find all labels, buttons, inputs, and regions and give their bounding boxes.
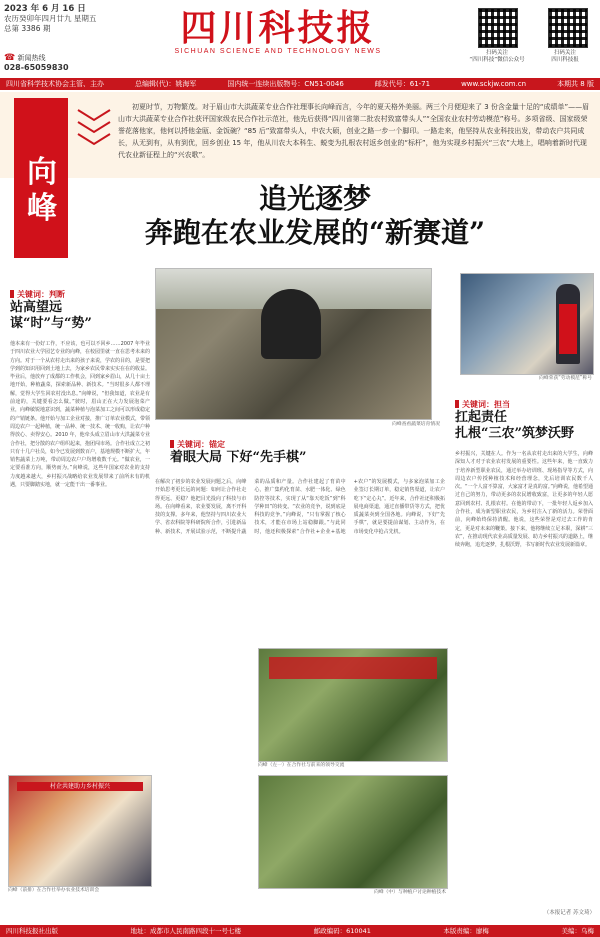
postal-code: 邮发代号：61-71 <box>374 80 431 88</box>
sponsor: 四川省科学技术协会主管、主办 <box>6 80 104 88</box>
hotline-label: 新闻热线 <box>17 54 46 62</box>
cn-number: 国内统一连续出版物号：CN51-0046 <box>227 80 344 88</box>
intro-paragraph: 初夏时节，万物繁茂。对于眉山市大洪蔬菜专业合作社理事长向峰而言，今年的夏天格外美丽。两三个月便迎来了 3 份含金量十足的“成绩单”——眉山市大洪蔬菜专业合作社获评国家级农民合作社示范社，他先后获得“四川省第二批农村致富带头人”“全国农业农村劳动模范”称号。多项省级、国家级荣誉花落他家，他何以捋他金瓯、金饭碗？“85 后”致富带头人，中农大硕，创业之路一步一个脚印。一路走来，他坚持从农业科技出发，带动农户共同成长，从无到有，从有到优，回乡创业 15 年，他从川农大本科生、蜕变为扎根农村返乡创业的“标杆”，他为实现乡村振兴“三农”大地上，唱响着新时代现代农业新征程上的“兴农歌”。 <box>118 103 590 159</box>
qr-code-newspaper[interactable] <box>548 8 588 48</box>
section-title-line-2: 扎根“三农”筑梦沃野 <box>455 426 574 441</box>
main-photo <box>155 268 432 420</box>
issue-number: 总第 3386 期 <box>4 24 51 33</box>
field-photo-caption: 向峰（中）与种植户讨论种植技术 <box>374 890 446 895</box>
section-keyword: 关键词：锚定 <box>170 440 350 450</box>
headline-line-2: 奔跑在农业发展的“新赛道” <box>144 216 486 249</box>
qr-code-wechat[interactable] <box>478 8 518 48</box>
chief-editor: 总编辑(代)：姚海军 <box>134 80 197 88</box>
byline: （本报记者 苏文琦） <box>543 910 595 916</box>
section-anchor-body-continued <box>155 648 253 920</box>
main-headline <box>80 182 550 250</box>
chevron-decoration-icon <box>74 104 120 164</box>
footer-address: 地址：成都市人民南路四段十一号七楼 <box>130 927 242 935</box>
footer-editor: 本版责编：廖梅 <box>443 927 489 935</box>
qr-caption-newspaper: 扫码关注 四川科技报 <box>551 50 579 63</box>
masthead-info <box>4 4 124 34</box>
section-title: 着眼大局 下好“先手棋” <box>170 450 307 465</box>
column-name: 向峰 <box>27 155 57 226</box>
headline-line-1: 追光逐梦 <box>258 182 371 215</box>
meeting-photo-caption: 向峰（左一）在合作社与前来的领导交流 <box>258 763 345 768</box>
section-judgment-body: 他本来有一份好工作，不应该，也可以不回乡……2007 年毕业于四川农业大学园艺专业的向峰，在校园里就一直在思考未来的方向。对于一个从农村走出来的孩子来说，学农的目的，是要把学到的知识用回到土地上去，为家乡农民带来实实在在的收益。毕业后，他放弃了成都的工作机会，回到家乡眉山，从几十亩土地开始，种植蔬菜，探索新品种、新技术。“当时很多人都不理解，觉得大学生回农村没出息。”向峰说，“但我知道，农业是有前途的，关键要看怎么做。”彼时，眉山正在大力发展泡菜产业，向峰敏锐地意识到，蔬菜种植与泡菜加工之间可以形成稳定的产销链条。他开始与加工企业对接，推广订单农业模式，带领周边农户一起种植，统一品种、统一技术、统一收购，让农户种得放心、卖得安心。2010 年，他牵头成立眉山市大洪蔬菜专业合作社，把分散的农户组织起来，抱团闯市场。合作社成立之初只有十几户社员，如今已发展到数百户，基地规模不断扩大，年销售蔬菜上万吨，带动周边农户户均增收数千元。“做农业，一定要看准方向，顺势而为。”向峰说，这些年国家对农业的支持力度越来越大，乡村振兴战略给农业发展带来了前所未有的机遇，只要脚踏实地，就一定能干出一番事业。 <box>10 341 150 489</box>
page-count: 本期共 8 版 <box>557 80 594 88</box>
section-keyword: 关键词：担当 <box>455 400 595 410</box>
section-duty-header <box>455 400 595 442</box>
masthead-logo <box>128 8 428 55</box>
hotline <box>4 54 69 73</box>
issue-date: 2023 年 6 月 16 日 <box>4 4 86 14</box>
photo-banner-text: 村企共建助力乡村振兴 <box>17 782 143 791</box>
section-keyword: 关键词：判断 <box>10 290 150 300</box>
newspaper-logo: 四川科技报 <box>180 7 376 49</box>
website-link[interactable]: www.sckjw.com.cn <box>461 80 527 88</box>
footer-postcode: 邮政编码：610041 <box>313 927 371 935</box>
section-judgment-header <box>10 290 150 332</box>
field-photo <box>258 775 448 889</box>
training-photo-caption: 向峰（前排）在合作社举办农业技术培训会 <box>8 888 100 893</box>
section-title-line-1: 站高望远 <box>10 300 63 315</box>
portrait-photo <box>460 273 594 375</box>
footer-publisher: 四川科技报社出版 <box>6 927 58 935</box>
training-photo <box>8 775 152 887</box>
main-photo-caption: 向峰查看蔬菜培育情况 <box>392 422 440 427</box>
masthead-info-bar <box>0 78 600 90</box>
newspaper-logo-en: SICHUAN SCIENCE AND TECHNOLOGY NEWS <box>174 48 382 55</box>
qr-caption-wechat: 扫码关注 “四川科技”微信公众号 <box>469 50 525 63</box>
section-title-line-1: 扛起责任 <box>455 410 508 425</box>
meeting-photo <box>258 648 448 762</box>
section-duty-body: 乡村振兴，关键在人。作为一名从农村走出来的大学生，向峰深知人才对于农业农村发展的重要性。这些年来，他一直致力于培养新型职业农民，通过举办培训班、现场指导等方式，向周边农户传授种植技术和经营理念，先后培训农民数千人次。“一个人富不算富，大家富才是真的富。”向峰说，他希望通过自己的努力，带动更多的农民增收致富，让更多的年轻人愿意回到农村、扎根农村。在他的带动下，一批年轻人返乡加入合作社，成为新型职业农民，为乡村注入了新的活力。荣誉面前，向峰始终保持清醒。他说，这些荣誉是对过去工作的肯定，更是对未来的鞭策。接下来，他将继续立足本职，深耕“三农”，在推动现代农业高质量发展、助力乡村振兴的道路上，继续奔跑，追光逐梦，扎根沃野，书写新时代农业发展新篇章。 <box>455 451 593 549</box>
footer-designer: 美编：乌梅 <box>561 927 594 935</box>
lunar-date: 农历癸卯年四月廿九 星期五 <box>4 14 97 23</box>
portrait-caption: 向峰荣获“劳动模范”称号 <box>539 376 592 381</box>
hotline-number: 028-65059830 <box>4 63 69 72</box>
section-title-line-2: 谋“时”与“势” <box>10 316 92 331</box>
section-anchor-header <box>170 440 350 466</box>
section-anchor-body: 在解决了初步的农业发展问题之后，向峰开始思考更长远的问题：如何让合作社走得更远、更稳？他把目光投向了科技与市场。在向峰看来，农业要发展，离不开科技的支撑。多年来，他坚持与四川农业大学、省农科院等科研院所合作，引进新品种、新技术，开展试验示范，不断提升蔬菜的品质和产量。合作社建起了育苗中心，推广集约化育苗、水肥一体化、绿色防控等技术，实现了从“靠天吃饭”到“科学种田”的转变。“农业的竞争，说到底是科技的竞争。”向峰说，“只有掌握了核心技术，才能在市场上站稳脚跟。”与此同时，他还积极探索“合作社+企业+基地+农户”的发展模式，与多家泡菜加工企业签订长期订单，稳定销售渠道，让农户吃下“定心丸”。近年来，合作社还积极拓展电商渠道，通过直播带货等方式，把优质蔬菜卖到全国各地。向峰说，下好“先手棋”，就是要提前谋划、主动作为，在市场变化中抢占先机。 <box>155 479 445 535</box>
footer-bar <box>0 925 600 937</box>
phone-icon: ☎ <box>4 53 16 63</box>
